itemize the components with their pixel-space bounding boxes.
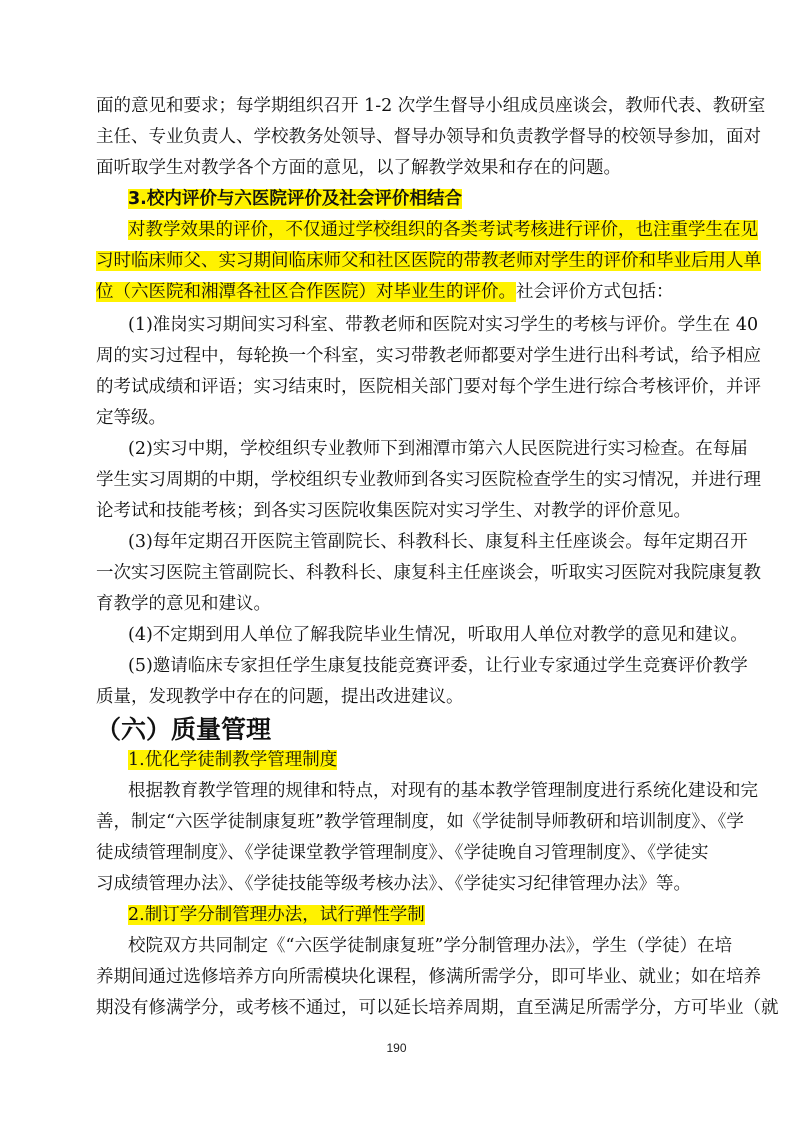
- paragraph-line: 学生实习周期的中期，学校组织专业教师到各实习医院检查学生的实习情况，并进行理: [96, 470, 761, 490]
- list-item-1: (1)准岗实习期间实习科室、带教老师和医院对实习学生的考核与评价。学生在 40: [128, 315, 759, 335]
- paragraph-line: [128, 218, 758, 242]
- paragraph-line: 论考试和技能考核；到各实习医院收集医院对实习学生、对教学的评价意见。: [96, 501, 691, 521]
- paragraph-line: 善，制定“六医学徒制康复班”教学管理制度，如《学徒制导师教研和培训制度》、《学: [96, 812, 744, 832]
- paragraph-line: 校院双方共同制定《“六医学徒制康复班”学分制管理办法》，学生（学徒）在培: [128, 936, 733, 956]
- page-number: 190: [386, 1041, 407, 1055]
- section-heading: （六）质量管理: [96, 715, 272, 744]
- paragraph-line: [96, 280, 716, 304]
- paragraph-line: [96, 249, 761, 273]
- list-item-4: (4)不定期到用人单位了解我院毕业生情况，听取用人单位对教学的意见和建议。: [128, 625, 748, 645]
- paragraph-line: 质量，发现教学中存在的问题，提出改进建议。: [96, 687, 464, 707]
- paragraph-line: 习成绩管理办法》、《学徒技能等级考核办法》、《学徒实习纪律管理办法》等。: [96, 874, 691, 894]
- subheading-2: [128, 903, 748, 927]
- subheading-3-text: 3.校内评价与六医院评价及社会评价相结合: [128, 189, 462, 209]
- paragraph-line: 养期间通过选修培养方向所需模块化课程，修满所需学分，即可毕业、就业；如在培养: [96, 967, 761, 987]
- list-item-3: (3)每年定期召开医院主管副院长、科教科长、康复科主任座谈会。每年定期召开: [128, 532, 748, 552]
- highlighted-text: 对教学效果的评价，不仅通过学校组织的各类考试考核进行评价，也注重学生在见: [128, 220, 758, 240]
- paragraph-line: 一次实习医院主管副院长、科教科长、康复科主任座谈会，听取实习医院对我院康复教: [96, 563, 761, 583]
- highlighted-text: 位（六医院和湘潭各社区合作医院）对毕业生的评价。: [96, 282, 516, 302]
- subheading-2-text: 2.制订学分制管理办法，试行弹性学制: [128, 905, 425, 925]
- paragraph-text: 社会评价方式包括：: [516, 282, 674, 302]
- paragraph-line: 主任、专业负责人、学校教务处领导、督导办领导和负责教学督导的校领导参加，面对: [96, 127, 761, 147]
- list-item-5: (5)邀请临床专家担任学生康复技能竞赛评委，让行业专家通过学生竞赛评价教学: [128, 656, 748, 676]
- list-item-2: (2)实习中期，学校组织专业教师下到湘潭市第六人民医院进行实习检查。在每届: [128, 439, 748, 459]
- highlighted-text: 习时临床师父、实习期间临床师父和社区医院的带教老师对学生的评价和毕业后用人单: [96, 251, 761, 271]
- paragraph-line: 徒成绩管理制度》、《学徒课堂教学管理制度》、《学徒晚自习管理制度》、《学徒实: [96, 843, 709, 863]
- paragraph-line: 面听取学生对教学各个方面的意见，以了解教学效果和存在的问题。: [96, 158, 621, 178]
- paragraph-line: 周的实习过程中，每轮换一个科室，实习带教老师都要对学生进行出科考试，给予相应: [96, 346, 761, 366]
- paragraph-line: 面的意见和要求；每学期组织召开 1-2 次学生督导小组成员座谈会，教师代表、教研室: [96, 96, 766, 116]
- paragraph-line: 根据教育教学管理的规律和特点，对现有的基本教学管理制度进行系统化建设和完: [128, 781, 758, 801]
- paragraph-line: 育教学的意见和建议。: [96, 594, 271, 614]
- subheading-1-text: 1.优化学徒制教学管理制度: [128, 750, 338, 770]
- subheading-3: [128, 187, 748, 211]
- paragraph-line: 定等级。: [96, 408, 166, 428]
- paragraph-line: 的考试成绩和评语；实习结束时，医院相关部门要对每个学生进行综合考核评价，并评: [96, 377, 761, 397]
- subheading-1: [128, 748, 748, 772]
- paragraph-line: 期没有修满学分，或考核不通过，可以延长培养周期，直至满足所需学分，方可毕业（就: [96, 998, 779, 1018]
